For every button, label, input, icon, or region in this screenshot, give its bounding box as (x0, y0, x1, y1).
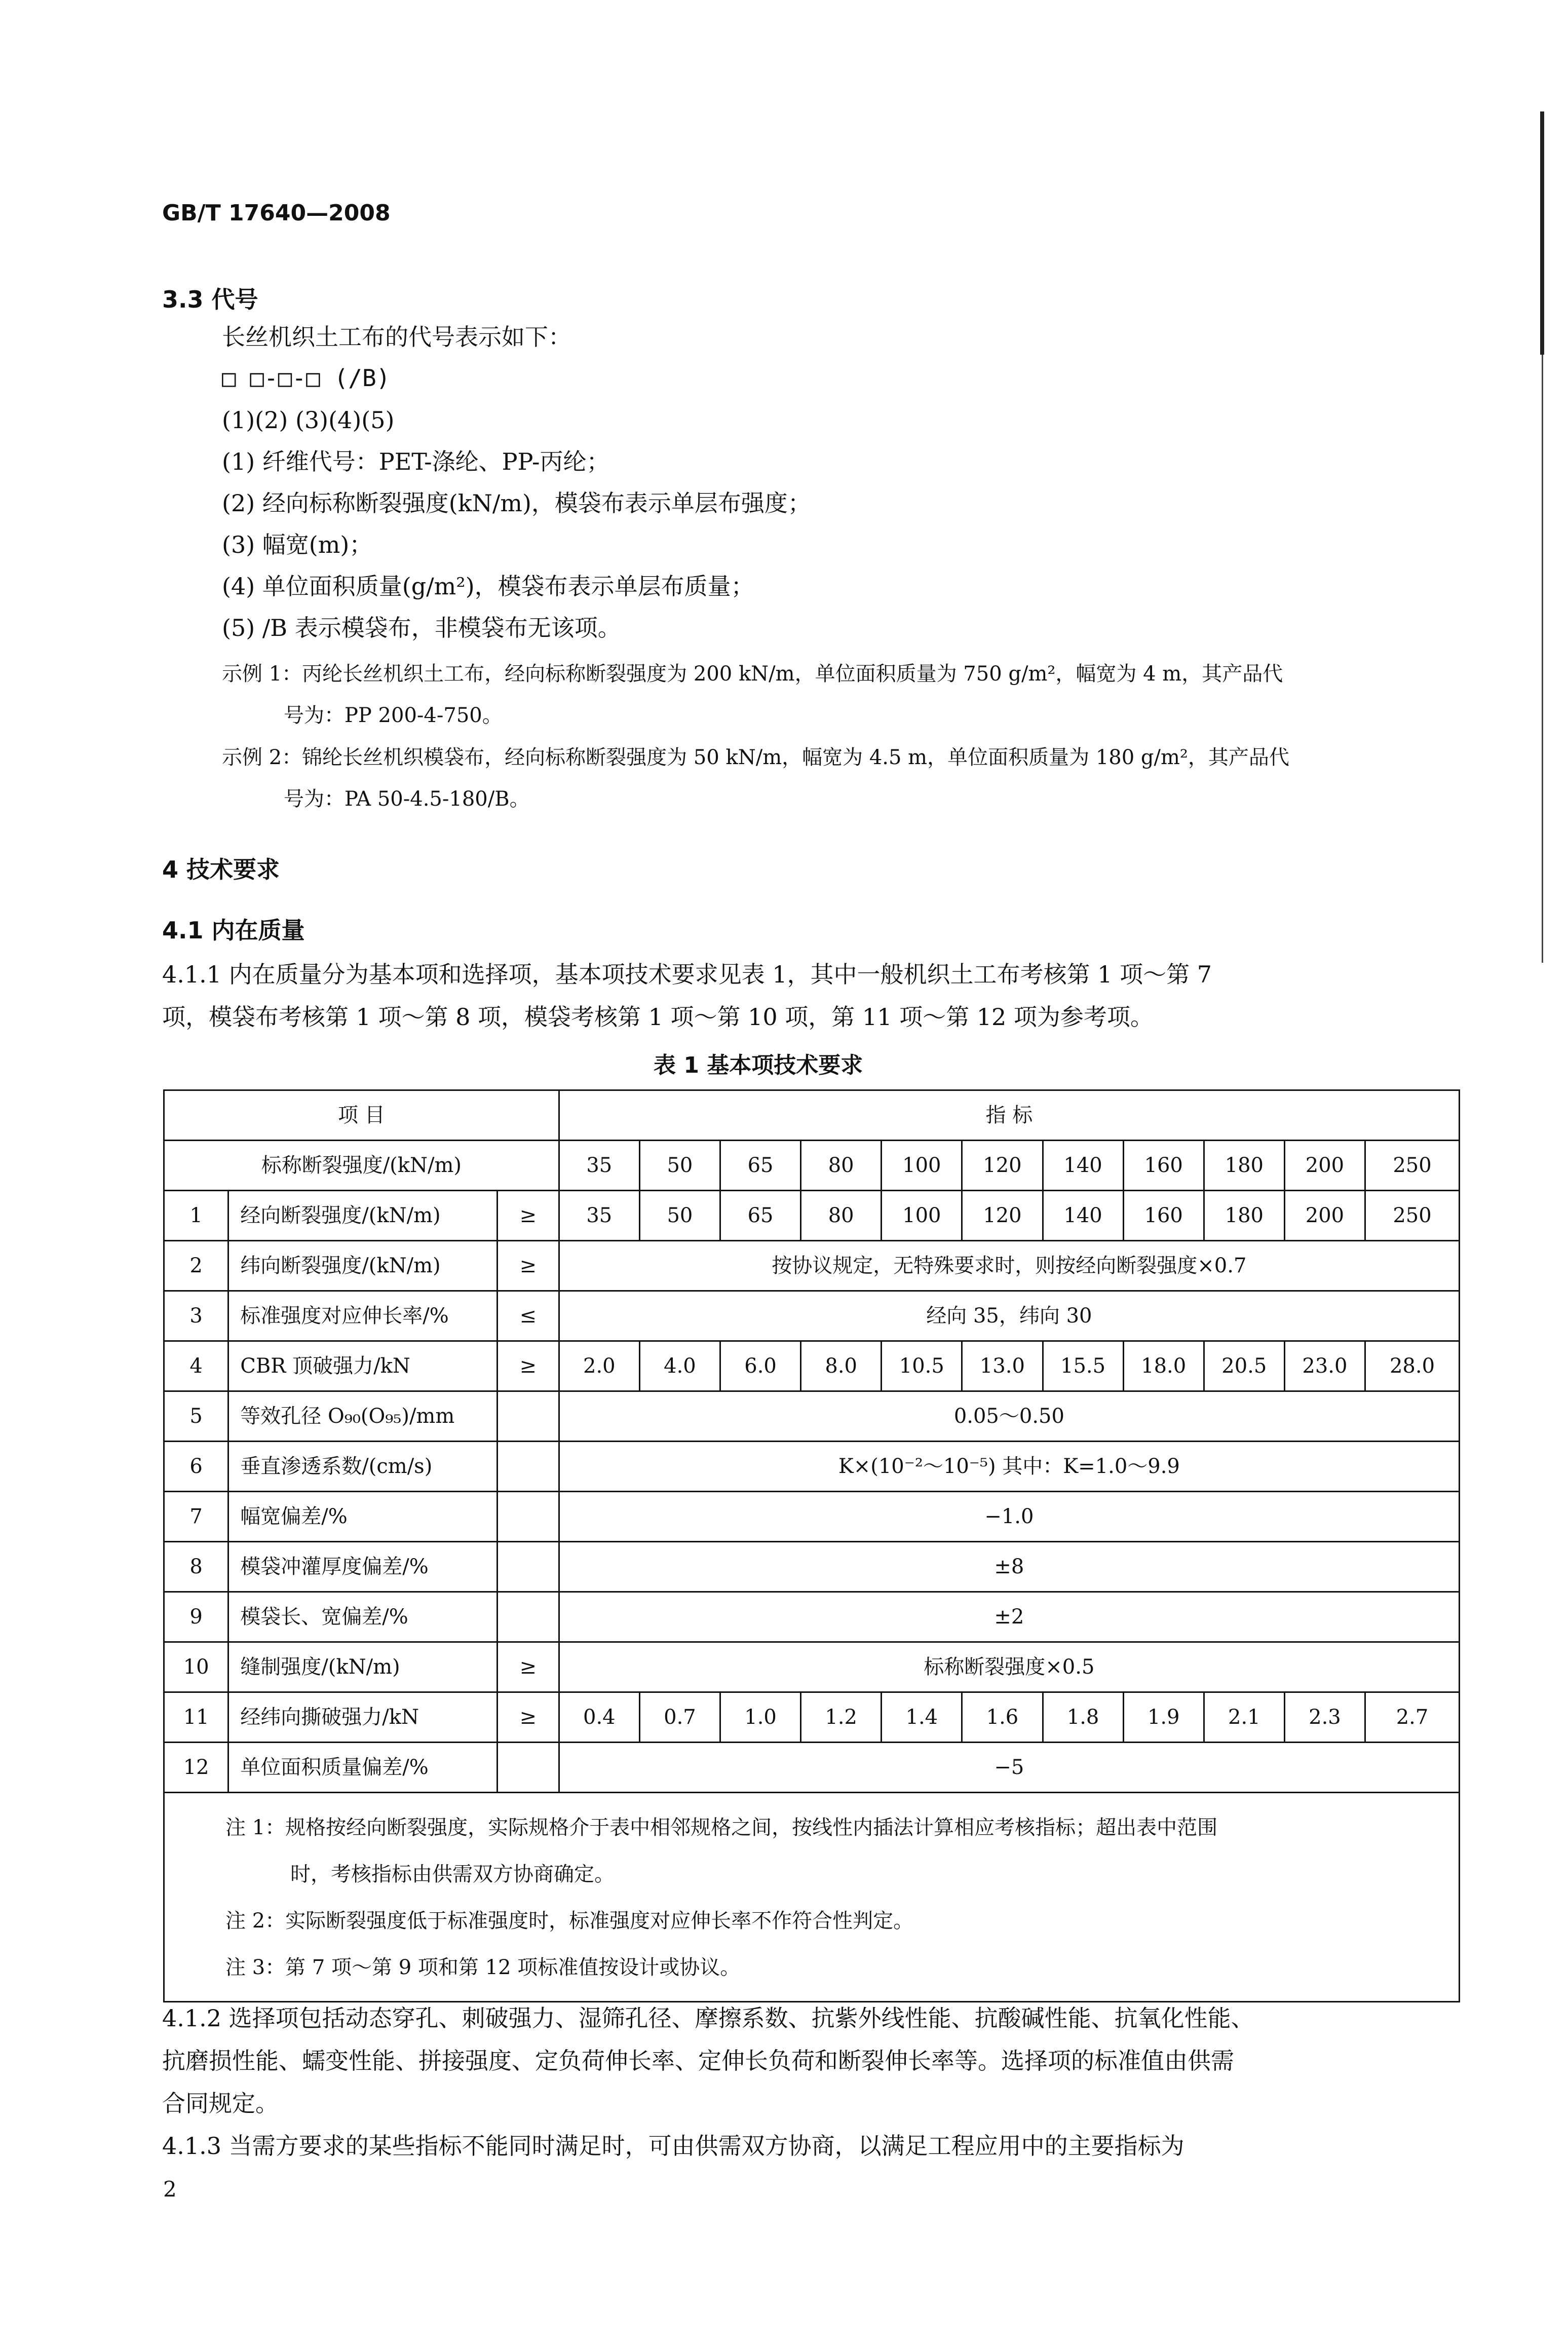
table-note-3: 注 3：第 7 项～第 9 项和第 12 项标准值按设计或协议。 (225, 1956, 741, 1979)
row-number-cell: 3 (164, 1291, 228, 1341)
row-value-cell: 80 (801, 1191, 882, 1241)
row-comparator-cell: ≥ (497, 1191, 559, 1241)
code-item-2: (2) 经向标称断裂强度(kN/m)，模袋布表示单层布强度； (222, 489, 811, 517)
row-item-cell: 幅宽偏差/% (228, 1492, 497, 1542)
row-value-cell: 35 (559, 1191, 639, 1241)
row-number-cell: 10 (164, 1642, 228, 1692)
row-value-cell: 120 (962, 1191, 1043, 1241)
row-value-cell: 28.0 (1365, 1341, 1460, 1391)
row-value-cell: 23.0 (1284, 1341, 1365, 1391)
row-value-cell: 2.3 (1284, 1692, 1365, 1743)
row-value-cell: 1.6 (962, 1692, 1043, 1743)
row-value-cell: 200 (1284, 1191, 1365, 1241)
row-span-value-cell: −1.0 (559, 1492, 1459, 1542)
row-value-cell: 6.0 (720, 1341, 801, 1391)
table-row (164, 1291, 1460, 1341)
spec-value-cell: 65 (720, 1141, 801, 1191)
table-notes-cell (164, 1793, 1460, 2002)
row-value-cell: 1.8 (1043, 1692, 1123, 1743)
row-value-cell: 1.0 (720, 1692, 801, 1743)
spec-value-cell: 160 (1123, 1141, 1204, 1191)
page-number: 2 (163, 2177, 177, 2202)
row-value-cell: 0.4 (559, 1692, 639, 1743)
code-positions: (1)(2) (3)(4)(5) (222, 406, 395, 434)
code-format: □ □-□-□ (/B) (222, 364, 391, 392)
row-value-cell: 140 (1043, 1191, 1123, 1241)
row-item-cell: 等效孔径 O₉₀(O₉₅)/mm (228, 1391, 497, 1442)
code-item-4: (4) 单位面积质量(g/m²)，模袋布表示单层布质量； (222, 573, 754, 600)
table-1 (163, 1089, 1460, 2002)
para-4-1-2-line-2: 抗磨损性能、蠕变性能、拼接强度、定负荷伸长率、定伸长负荷和断裂伸长率等。选择项的标准值由供需 (162, 2047, 1234, 2074)
table-row (164, 1492, 1460, 1542)
row-value-cell: 2.7 (1365, 1692, 1460, 1743)
row-comparator-cell: ≥ (497, 1341, 559, 1391)
row-item-cell: 缝制强度/(kN/m) (228, 1642, 497, 1692)
row-value-cell: 65 (720, 1191, 801, 1241)
row-item-cell: 单位面积质量偏差/% (228, 1743, 497, 1793)
row-value-cell: 1.4 (882, 1692, 962, 1743)
para-4-1-2-line-3: 合同规定。 (162, 2090, 279, 2117)
section-3-3-heading: 3.3 代号 (162, 286, 258, 313)
scan-edge-mark (1540, 111, 1544, 355)
table-notes-row (164, 1793, 1460, 2002)
row-value-cell: 1.2 (801, 1692, 882, 1743)
spec-value-cell: 35 (559, 1141, 639, 1191)
header-index-cell: 指 标 (559, 1090, 1459, 1141)
row-span-value-cell: −5 (559, 1743, 1459, 1793)
spec-value-cell: 80 (801, 1141, 882, 1191)
row-comparator-cell: ≤ (497, 1291, 559, 1341)
table-row (164, 1592, 1460, 1642)
para-4-1-1-line-1: 4.1.1 内在质量分为基本项和选择项，基本项技术要求见表 1，其中一般机织土工布考核第 1 项～第 7 (162, 961, 1212, 988)
row-number-cell: 8 (164, 1542, 228, 1592)
row-item-cell: 模袋长、宽偏差/% (228, 1592, 497, 1642)
spec-value-cell: 200 (1284, 1141, 1365, 1191)
table-1-caption: 表 1 基本项技术要求 (654, 1052, 863, 1078)
row-item-cell: 模袋冲灌厚度偏差/% (228, 1542, 497, 1592)
row-span-value-cell: 标称断裂强度×0.5 (559, 1642, 1459, 1692)
row-value-cell: 100 (882, 1191, 962, 1241)
row-value-cell: 18.0 (1123, 1341, 1204, 1391)
row-value-cell: 15.5 (1043, 1341, 1123, 1391)
table-row (164, 1341, 1460, 1391)
row-value-cell: 160 (1123, 1191, 1204, 1241)
row-value-cell: 13.0 (962, 1341, 1043, 1391)
row-value-cell: 50 (639, 1191, 720, 1241)
row-number-cell: 1 (164, 1191, 228, 1241)
table-row (164, 1642, 1460, 1692)
row-comparator-cell: ≥ (497, 1692, 559, 1743)
row-number-cell: 9 (164, 1592, 228, 1642)
spec-value-cell: 50 (639, 1141, 720, 1191)
row-span-value-cell: 按协议规定，无特殊要求时，则按经向断裂强度×0.7 (559, 1241, 1459, 1291)
table-row (164, 1542, 1460, 1592)
row-value-cell: 4.0 (639, 1341, 720, 1391)
row-item-cell: 经纬向撕破强力/kN (228, 1692, 497, 1743)
row-comparator-cell (497, 1592, 559, 1642)
row-comparator-cell: ≥ (497, 1642, 559, 1692)
code-item-5: (5) /B 表示模袋布，非模袋布无该项。 (222, 614, 621, 641)
spec-value-cell: 180 (1204, 1141, 1284, 1191)
row-value-cell: 0.7 (639, 1692, 720, 1743)
row-value-cell: 250 (1365, 1191, 1460, 1241)
row-item-cell: 标准强度对应伸长率/% (228, 1291, 497, 1341)
row-value-cell: 20.5 (1204, 1341, 1284, 1391)
para-4-1-1-line-2: 项，模袋布考核第 1 项～第 8 项，模袋考核第 1 项～第 10 项，第 11 项～第 12 项为参考项。 (162, 1003, 1154, 1031)
para-4-1-2-line-1: 4.1.2 选择项包括动态穿孔、刺破强力、湿筛孔径、摩擦系数、抗紫外线性能、抗酸碱性能、抗氧化性能、 (162, 2005, 1254, 2032)
code-item-3: (3) 幅宽(m)； (222, 531, 373, 558)
row-comparator-cell: ≥ (497, 1241, 559, 1291)
row-value-cell: 10.5 (882, 1341, 962, 1391)
para-4-1-3-line-1: 4.1.3 当需方要求的某些指标不能同时满足时，可由供需双方协商，以满足工程应用中的主要指标为 (162, 2132, 1184, 2160)
section-3-3-intro: 长丝机织土工布的代号表示如下： (222, 323, 571, 351)
spec-value-cell: 120 (962, 1141, 1043, 1191)
table-row (164, 1391, 1460, 1442)
row-item-cell: CBR 顶破强力/kN (228, 1341, 497, 1391)
example-1-line-2: 号为：PP 200-4-750。 (284, 704, 503, 727)
table-row (164, 1743, 1460, 1793)
example-2-line-2: 号为：PA 50-4.5-180/B。 (284, 787, 530, 811)
row-span-value-cell: ±8 (559, 1542, 1459, 1592)
spec-value-cell: 140 (1043, 1141, 1123, 1191)
code-item-1: (1) 纤维代号：PET-涤纶、PP-丙纶； (222, 448, 610, 475)
row-value-cell: 1.9 (1123, 1692, 1204, 1743)
row-comparator-cell (497, 1743, 559, 1793)
example-1-line-1: 示例 1：丙纶长丝机织土工布，经向标称断裂强度为 200 kN/m，单位面积质量为 750 g/m²，幅宽为 4 m，其产品代 (222, 662, 1283, 686)
table-row (164, 1241, 1460, 1291)
row-number-cell: 7 (164, 1492, 228, 1542)
spec-value-cell: 100 (882, 1141, 962, 1191)
row-span-value-cell: ±2 (559, 1592, 1459, 1642)
row-number-cell: 4 (164, 1341, 228, 1391)
row-value-cell: 180 (1204, 1191, 1284, 1241)
table-row (164, 1442, 1460, 1492)
row-value-cell: 8.0 (801, 1341, 882, 1391)
row-item-cell: 垂直渗透系数/(cm/s) (228, 1442, 497, 1492)
row-item-cell: 纬向断裂强度/(kN/m) (228, 1241, 497, 1291)
spec-value-cell: 250 (1365, 1141, 1460, 1191)
scan-edge-line (1542, 355, 1543, 963)
spec-row (164, 1141, 1460, 1191)
example-2-line-1: 示例 2：锦纶长丝机织模袋布，经向标称断裂强度为 50 kN/m，幅宽为 4.5 m，单位面积质量为 180 g/m²，其产品代 (222, 746, 1289, 769)
table-note-1-line-2: 时，考核指标由供需双方协商确定。 (290, 1863, 615, 1886)
table-header-row (164, 1090, 1460, 1141)
table-note-1-line-1: 注 1：规格按经向断裂强度，实际规格介于表中相邻规格之间，按线性内插法计算相应考核指标；超出表中范围 (225, 1816, 1218, 1839)
row-span-value-cell: K×(10⁻²～10⁻⁵) 其中：K=1.0～9.9 (559, 1442, 1459, 1492)
row-comparator-cell (497, 1542, 559, 1592)
section-4-1-heading: 4.1 内在质量 (162, 917, 305, 944)
standard-number-header: GB/T 17640—2008 (162, 200, 391, 226)
row-span-value-cell: 0.05～0.50 (559, 1391, 1459, 1442)
row-number-cell: 6 (164, 1442, 228, 1492)
row-comparator-cell (497, 1391, 559, 1442)
row-value-cell: 2.0 (559, 1341, 639, 1391)
row-number-cell: 12 (164, 1743, 228, 1793)
row-number-cell: 11 (164, 1692, 228, 1743)
row-number-cell: 5 (164, 1391, 228, 1442)
row-comparator-cell (497, 1442, 559, 1492)
row-item-cell: 经向断裂强度/(kN/m) (228, 1191, 497, 1241)
row-comparator-cell (497, 1492, 559, 1542)
row-span-value-cell: 经向 35，纬向 30 (559, 1291, 1459, 1341)
section-4-heading: 4 技术要求 (162, 856, 280, 883)
spec-label-cell: 标称断裂强度/(kN/m) (164, 1141, 559, 1191)
row-value-cell: 2.1 (1204, 1692, 1284, 1743)
table-note-2: 注 2：实际断裂强度低于标准强度时，标准强度对应伸长率不作符合性判定。 (225, 1909, 914, 1933)
table-row (164, 1191, 1460, 1241)
row-number-cell: 2 (164, 1241, 228, 1291)
table-row (164, 1692, 1460, 1743)
header-item-cell: 项 目 (164, 1090, 559, 1141)
